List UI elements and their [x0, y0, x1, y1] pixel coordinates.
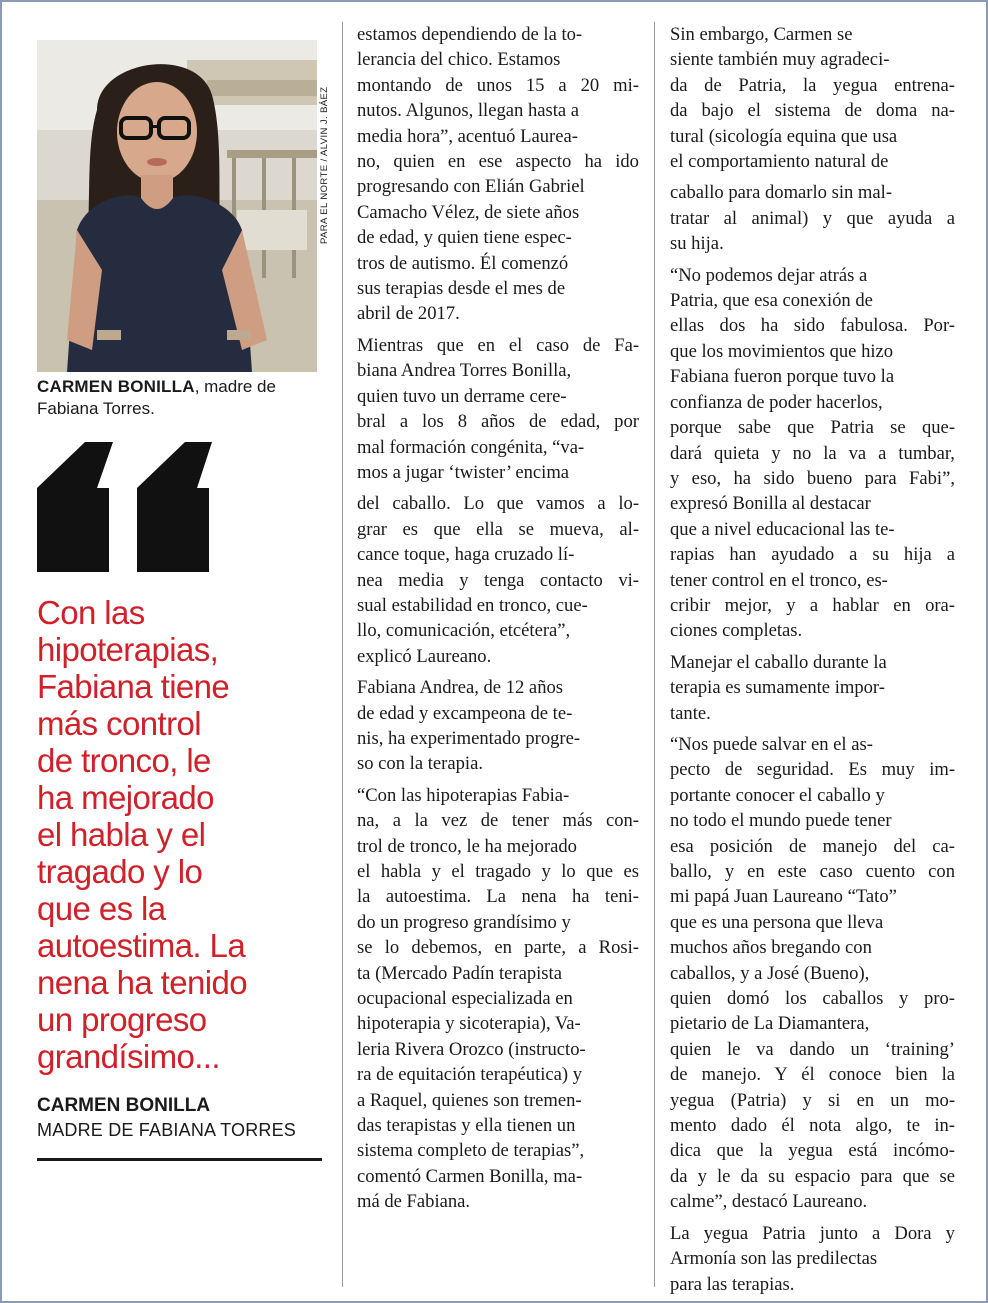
pull-quote-line: nena ha tenido: [37, 964, 247, 1001]
article-line: La yegua Patria junto a Dora y: [670, 1222, 955, 1244]
article-line: de edad y excampeona de te-: [357, 702, 573, 724]
article-line: progresando con Elián Gabriel: [357, 176, 585, 198]
article-line: el comportamiento natural de: [670, 151, 889, 173]
photo-credit-text: PARA EL NORTE / ALVIN J. BÁEZ: [319, 86, 330, 244]
article-line: quien domó los caballos y pro-: [670, 988, 955, 1010]
article-line: “No podemos dejar atrás a: [670, 264, 868, 286]
article-line: ta (Mercado Padín terapista: [357, 962, 562, 984]
article-line: cribir mejor, y a hablar en ora-: [670, 594, 955, 616]
article-line: nutos. Algunos, llegan hasta a: [357, 100, 580, 122]
article-line: no todo el mundo puede tener: [670, 810, 892, 832]
article-line: tros de autismo. Él comenzó: [357, 252, 569, 274]
pull-quote-line: un progreso: [37, 1001, 207, 1038]
article-line: rapias han ayudado a su hija a: [670, 544, 956, 566]
article-line: Armonía son las predilectas: [670, 1248, 878, 1270]
pull-quote-line: que es la: [37, 890, 166, 927]
pull-quote-line: Fabiana tiene: [37, 668, 230, 705]
article-column-2: [670, 22, 955, 1297]
article-line: caballo para domarlo sin mal-: [670, 182, 893, 204]
article-line: su hija.: [670, 233, 724, 255]
article-line: para las terapias.: [670, 1273, 795, 1295]
article-line: mal formación congénita, “va-: [357, 436, 585, 458]
article-line: hipoterapia y sicoterapia), Va-: [357, 1013, 581, 1035]
caption-name: CARMEN BONILLA: [37, 377, 195, 396]
article-line: a Raquel, quienes son tremen-: [357, 1089, 582, 1111]
article-line: siente también muy agradeci-: [670, 49, 890, 71]
pull-quote-line: más control: [37, 705, 201, 742]
article-line: Sin embargo, Carmen se: [670, 24, 853, 45]
article-line: expresó Bonilla al destacar: [670, 493, 871, 515]
article-line: Mientras que en el caso de Fa-: [357, 334, 640, 356]
quote-author: CARMEN BONILLA: [37, 1095, 211, 1116]
article-line: de edad, y quien tiene espec-: [357, 227, 572, 249]
article-line: el habla y el tragado y lo que es: [357, 861, 639, 882]
article-line: que a nivel educacional las te-: [670, 518, 895, 540]
caption-text: , madre de: [194, 377, 276, 396]
article-line: Camacho Vélez, de siete años: [357, 201, 580, 223]
pull-quote-line: tragado y lo: [37, 853, 203, 890]
article-line: porque sabe que Patria se que-: [670, 417, 956, 439]
article-line: pietario de La Diamantera,: [670, 1013, 870, 1035]
article-line: estamos dependiendo de la to-: [357, 24, 583, 45]
article-line: quien tuvo un derrame cere-: [357, 385, 567, 407]
article-line: “Con las hipoterapias Fabia-: [357, 784, 570, 806]
quote-divider: [37, 1158, 322, 1161]
article-line: Manejar el caballo durante la: [670, 651, 887, 673]
article-line: tural (sicología equina que usa: [670, 125, 898, 147]
article-line: mos a jugar ‘twister’ encima: [357, 461, 570, 483]
article-line: abril de 2017.: [357, 303, 460, 325]
article-line: Fabiana fueron porque tuvo la: [670, 366, 895, 388]
pull-quote-line: grandísimo...: [37, 1038, 220, 1075]
article-line: yegua (Patria) y si en un mo-: [670, 1089, 956, 1111]
article-line: dará quieta y no la va a tumbar,: [670, 442, 955, 464]
article-line: y eso, ha sido bueno para Fabi”,: [670, 467, 955, 489]
caption-text-2: Fabiana Torres.: [37, 399, 155, 418]
article-line: se lo debemos, en parte, a Rosi-: [357, 937, 639, 959]
article-column-1: [357, 22, 639, 1215]
article-line: lerancia del chico. Estamos: [357, 49, 561, 71]
pull-quote-line: hipoterapias,: [37, 631, 219, 668]
pull-quote-line: ha mejorado: [37, 779, 214, 816]
article-line: cance toque, haga cruzado lí-: [357, 544, 575, 566]
pull-quote-line: de tronco, le: [37, 742, 211, 779]
article-line: nea media y tenga contacto vi-: [357, 569, 639, 591]
article-line: biana Andrea Torres Bonilla,: [357, 360, 572, 382]
article-line: media hora”, acentuó Laurea-: [357, 125, 578, 147]
article-line: tante.: [670, 702, 711, 724]
article-line: no, quien en ese aspecto ha ido: [357, 151, 639, 173]
quote-mark-icon: [37, 442, 212, 572]
article-line: muchos años bregando con: [670, 937, 872, 959]
article-line: so con la terapia.: [357, 753, 483, 775]
article-line: Fabiana Andrea, de 12 años: [357, 677, 564, 699]
article-line: terapia es sumamente impor-: [670, 677, 885, 699]
article-line: sistema completo de terapias”,: [357, 1140, 585, 1162]
article-line: mi papá Juan Laureano “Tato”: [670, 886, 897, 908]
article-line: de manejo. Y él conoce bien la: [670, 1064, 956, 1086]
article-line: explicó Laureano.: [357, 645, 492, 667]
article-line: esa posición de manejo del ca-: [670, 835, 955, 857]
article-line: tratar al animal) y que ayuda a: [670, 207, 955, 229]
article-line: sus terapias desde el mes de: [357, 278, 566, 300]
article-line: caballos, y a José (Bueno),: [670, 962, 870, 984]
article-line: del caballo. Lo que vamos a lo-: [357, 493, 640, 515]
article-line: Patria, que esa conexión de: [670, 290, 873, 312]
article-line: das terapistas y ella tienen un: [357, 1115, 576, 1137]
article-line: da y le da su espacio para que se: [670, 1165, 955, 1187]
article-line: calme”, destacó Laureano.: [670, 1191, 868, 1213]
pull-quote-line: Con las: [37, 594, 145, 631]
article-line: ciones completas.: [670, 620, 803, 642]
article-line: confianza de poder hacerlos,: [670, 391, 883, 413]
article-line: ballo, y en este caso cuento con: [670, 861, 956, 882]
article-line: da bajo el sistema de doma na-: [670, 100, 955, 122]
portrait-photo: [37, 40, 317, 372]
column-divider: [342, 22, 343, 1287]
article-line: dica que la yegua está incómo-: [670, 1140, 955, 1162]
column-divider: [654, 22, 655, 1287]
article-line: má de Fabiana.: [357, 1191, 471, 1213]
article-line: bral a los 8 años de edad, por: [357, 411, 639, 433]
article-line: “Nos puede salvar en el as-: [670, 733, 873, 755]
article-line: tener control en el tronco, es-: [670, 569, 888, 591]
article-line: ocupacional especializada en: [357, 988, 573, 1010]
article-line: nis, ha experimentado progre-: [357, 727, 581, 749]
article-line: na, a la vez de tener más con-: [357, 810, 640, 832]
article-line: pecto de seguridad. Es muy im-: [670, 759, 956, 781]
article-line: que es una persona que lleva: [670, 911, 884, 933]
photo-credit: [314, 44, 342, 244]
quote-author-role: MADRE DE FABIANA TORRES: [37, 1120, 296, 1140]
article-line: la autoestima. La nena ha teni-: [357, 886, 639, 908]
pull-quote-line: el habla y el: [37, 816, 206, 853]
article-line: sual estabilidad en tronco, cue-: [357, 594, 588, 616]
article-line: comentó Carmen Bonilla, ma-: [357, 1165, 583, 1187]
photo-caption: [37, 376, 322, 420]
article-line: grar es que ella se mueva, al-: [357, 518, 640, 540]
article-line: ellas dos ha sido fabulosa. Por-: [670, 315, 955, 337]
pull-quote: [37, 594, 329, 1075]
article-line: quien le va dando un ‘training’: [670, 1038, 955, 1060]
article-line: da de Patria, la yegua entrena-: [670, 74, 955, 96]
article-line: que los movimientos que hizo: [670, 340, 894, 362]
article-line: ra de equitación terapéutica) y: [357, 1064, 583, 1086]
article-line: do un progreso grandísimo y: [357, 911, 571, 933]
article-line: portante conocer el caballo y: [670, 784, 885, 806]
article-line: montando de unos 15 a 20 mi-: [357, 74, 639, 96]
article-line: mento dado él nota algo, te in-: [670, 1115, 955, 1137]
article-line: trol de tronco, le ha mejorado: [357, 835, 577, 857]
pull-quote-line: autoestima. La: [37, 927, 246, 964]
article-line: llo, comunicación, etcétera”,: [357, 620, 571, 642]
article-line: leria Rivera Orozco (instructo-: [357, 1038, 586, 1060]
